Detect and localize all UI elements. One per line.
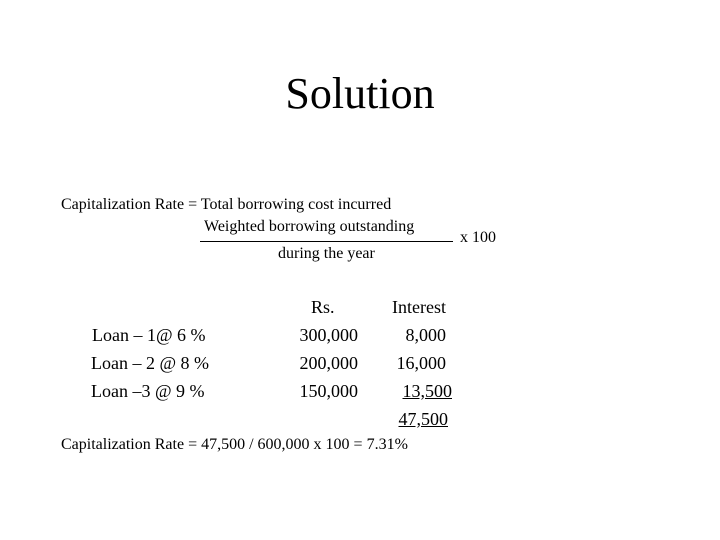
row-1-label: Loan – 1@ 6 % [92, 325, 206, 345]
row-2-interest: 16,000 [396, 353, 446, 373]
header-interest: Interest [392, 297, 446, 317]
slide-title: Solution [285, 69, 435, 118]
total-interest: 47,500 [398, 409, 448, 429]
fraction-rule [200, 241, 453, 242]
row-1-amount: 300,000 [299, 325, 358, 345]
result-line: Capitalization Rate = 47,500 / 600,000 x 100 = 7.31% [61, 436, 408, 453]
row-2-amount: 200,000 [299, 353, 358, 373]
row-1-interest: 8,000 [405, 325, 446, 345]
header-amount: Rs. [311, 297, 335, 317]
formula-multiplier: x 100 [460, 229, 496, 246]
row-3-interest: 13,500 [402, 381, 452, 401]
row-2-label: Loan – 2 @ 8 % [91, 353, 210, 373]
row-3-amount: 150,000 [299, 381, 358, 401]
formula-lhs: Capitalization Rate = Total borrowing cost incurred [61, 196, 392, 213]
formula-denominator-line1: Weighted borrowing outstanding [204, 218, 415, 235]
row-3-label: Loan –3 @ 9 % [91, 381, 205, 401]
formula-denominator-line2: during the year [278, 245, 375, 262]
